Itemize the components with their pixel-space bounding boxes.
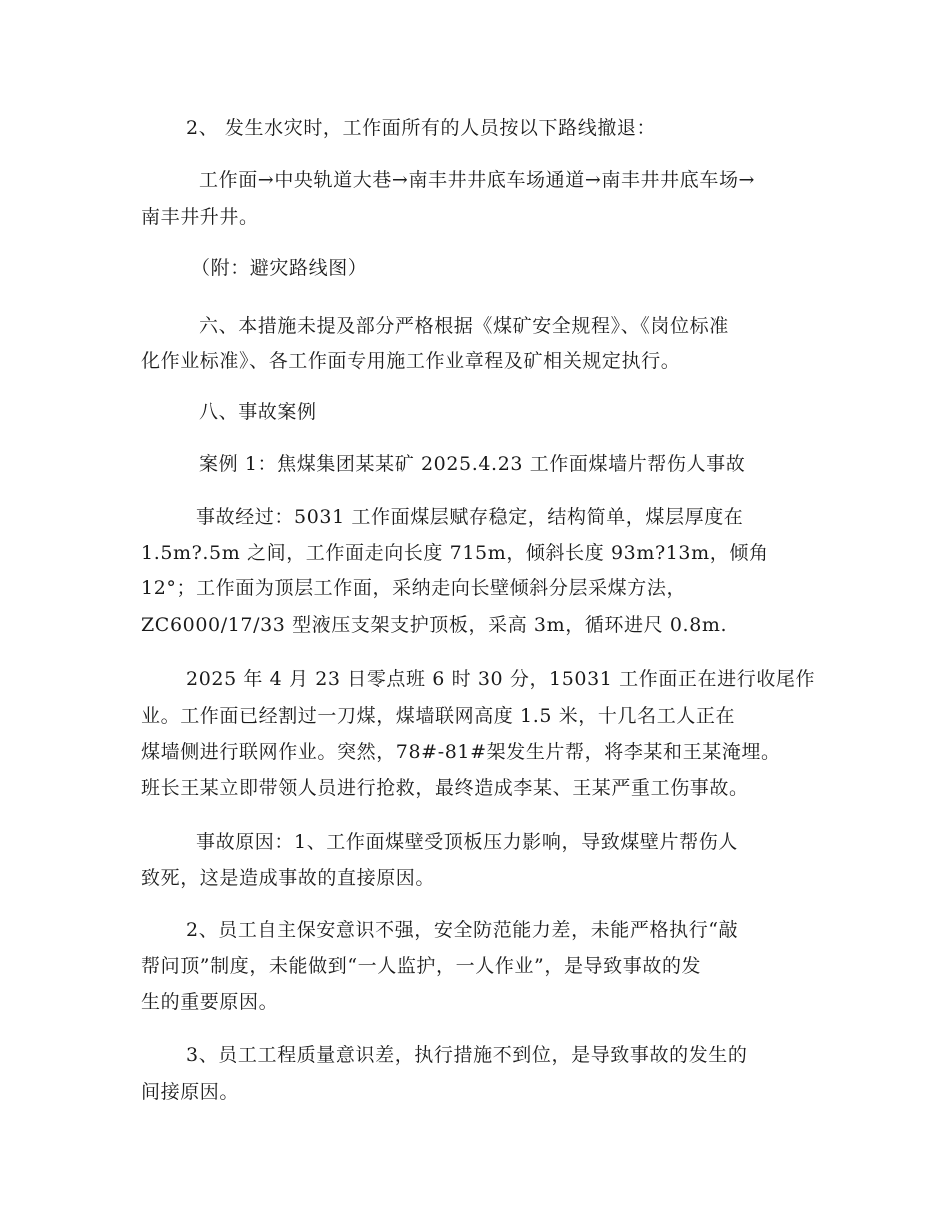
evacuation-heading: 2、 发生水灾时，工作面所有的人员按以下路线撤退： [186, 117, 657, 139]
accident-process-line-3: 12°；工作面为顶层工作面，采纳走向长壁倾斜分层采煤方法， [141, 577, 687, 599]
section-six-line-2: 化作业标准》、各工作面专用施工作业章程及矿相关规定执行。 [141, 350, 681, 372]
cause-three-line-2: 间接原因。 [141, 1081, 240, 1103]
attachment-note: （附：避灾路线图） [191, 257, 368, 279]
cause-two-line-2: 帮问顶”制度，未能做到“一人监护，一人作业”，是导致事故的发 [141, 955, 702, 977]
accident-narrative-line-2: 业。工作面已经割过一刀煤，煤墙联网高度 1.5 米，十几名工人正在 [141, 705, 736, 727]
cause-three-line-1: 3、员工工程质量意识差，执行措施不到位，是导致事故的发生的 [186, 1044, 748, 1066]
cause-two-line-3: 生的重要原因。 [141, 991, 279, 1013]
accident-narrative-line-3: 煤墙侧进行联网作业。突然，78#-81#架发生片帮，将李某和王某淹埋。 [141, 741, 781, 763]
section-six-line-1: 六、本措施未提及部分严格根据《煤矿安全规程》、《岗位标准 [199, 315, 729, 337]
accident-cause-line-1: 事故原因：1、工作面煤壁受顶板压力影响，导致煤壁片帮伤人 [196, 831, 738, 853]
accident-process-line-1: 事故经过：5031 工作面煤层赋存稳定，结构简单，煤层厚度在 [196, 506, 744, 528]
accident-narrative-line-1: 2025 年 4 月 23 日零点班 6 时 30 分，15031 工作面正在进行收尾作 [186, 668, 816, 690]
case-title: 案例 1：焦煤集团某某矿 2025.4.23 工作面煤墙片帮伤人事故 [199, 453, 746, 475]
accident-process-line-4: ZC6000/17/33 型液压支架支护顶板，采高 3m，循环进尺 0.8m. [141, 614, 728, 636]
accident-narrative-line-4: 班长王某立即带领人员进行抢救，最终造成李某、王某严重工伤事故。 [141, 777, 749, 799]
evacuation-route-line-2: 南丰井升井。 [141, 206, 259, 228]
accident-cause-line-2: 致死，这是造成事故的直接原因。 [141, 867, 436, 889]
section-eight-heading: 八、事故案例 [199, 401, 317, 423]
accident-process-line-2: 1.5m?.5m 之间，工作面走向长度 715m，倾斜长度 93m?13m，倾角 [141, 542, 769, 564]
evacuation-route-line-1: 工作面→中央轨道大巷→南丰井井底车场通道→南丰井井底车场→ [199, 169, 756, 191]
cause-two-line-1: 2、员工自主保安意识不强，安全防范能力差，未能严格执行“敲 [186, 919, 739, 941]
